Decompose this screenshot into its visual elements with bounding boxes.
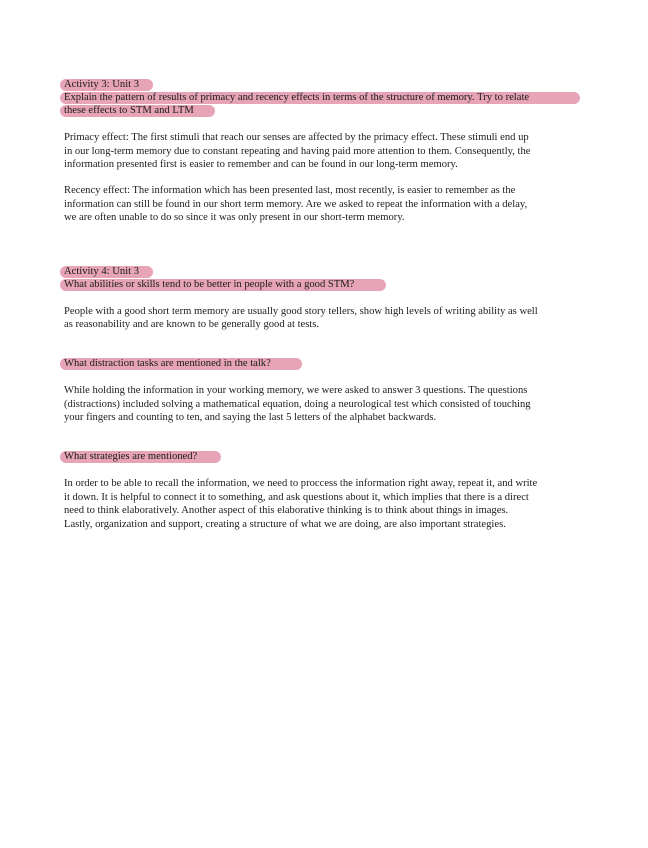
distraction-question: What distraction tasks are mentioned in the talk?: [64, 358, 271, 369]
activity-4-label: Activity 4: Unit 3: [64, 266, 140, 277]
activity-3-question-line-1: Explain the pattern of results of primacy and recency effects in terms of the structure of memory. Try to relate: [64, 92, 530, 103]
strategies-answer-line-2: it down. It is helpful to connect it to something, and ask questions about it, which implies that there is a direct: [64, 492, 529, 503]
recency-paragraph-line-2: information can still be found in our short term memory. Are we asked to repeat the information with a delay,: [64, 199, 528, 210]
distraction-answer-line-2: (distractions) included solving a mathematical equation, doing a neurological test which consisted of touching: [64, 399, 531, 410]
strategies-answer-line-1: In order to be able to recall the information, we need to proccess the information right away, repeat it, and write: [64, 478, 538, 489]
primacy-paragraph-line-3: information presented first is easier to remember and can be found in our long-term memory.: [64, 159, 458, 170]
activity-4-answer-line-1: People with a good short term memory are usually good story tellers, show high levels of writing ability as well: [64, 306, 538, 317]
recency-paragraph-line-3: we are often unable to do so since it was only present in our short-term memory.: [64, 212, 405, 223]
activity-4-answer-line-2: as reasonability and are known to be generally good at tests.: [64, 319, 320, 330]
strategies-answer-line-4: Lastly, organization and support, creating a structure of what we are doing, are also important strategies.: [64, 519, 506, 530]
distraction-answer-line-1: While holding the information in your working memory, we were asked to answer 3 questions. The questions: [64, 385, 528, 396]
primacy-paragraph-line-1: Primacy effect: The first stimuli that reach our senses are affected by the primacy effect. These stimuli end up: [64, 132, 529, 143]
strategies-answer-line-3: need to think elaboratively. Another aspect of this elaborative thinking is to think about things in images.: [64, 505, 509, 516]
activity-3-question-line-2: these effects to STM and LTM: [64, 105, 194, 116]
strategies-question: What strategies are mentioned?: [64, 451, 198, 462]
activity-4-question: What abilities or skills tend to be better in people with a good STM?: [64, 279, 355, 290]
activity-3-label: Activity 3: Unit 3: [64, 79, 140, 90]
recency-paragraph-line-1: Recency effect: The information which has been presented last, most recently, is easier to remember as the: [64, 185, 516, 196]
primacy-paragraph-line-2: in our long-term memory due to constant repeating and having paid more attention to them. Consequently, the: [64, 146, 531, 157]
distraction-answer-line-3: your fingers and counting to ten, and saying the last 5 letters of the alphabet backwards.: [64, 412, 437, 423]
